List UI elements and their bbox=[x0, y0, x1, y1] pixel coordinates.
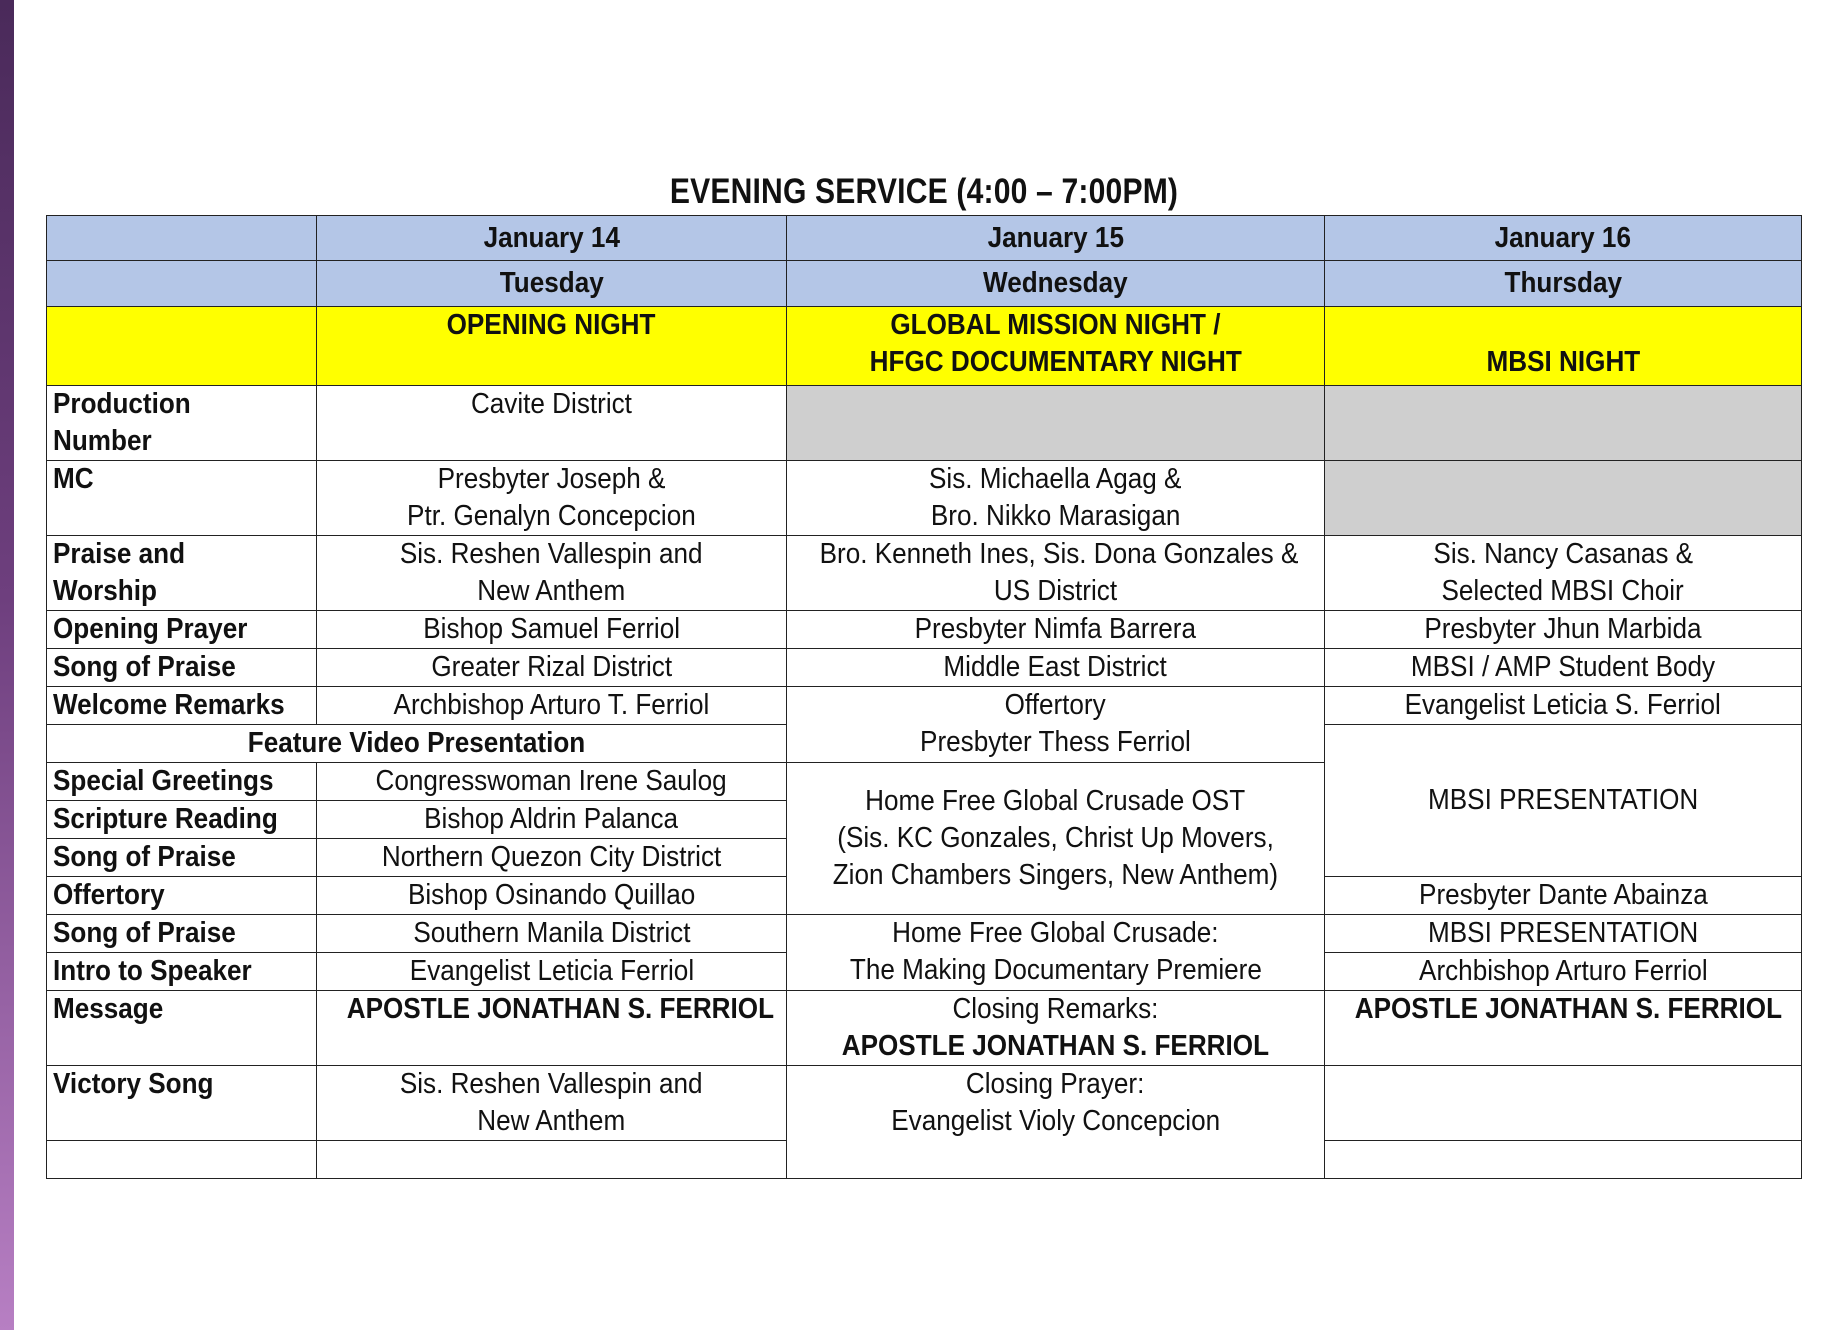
cell-jan15-production bbox=[787, 386, 1325, 461]
cell-jan14-welcome: Archbishop Arturo T. Ferriol bbox=[317, 687, 787, 725]
row-praise-worship bbox=[47, 536, 1802, 611]
cell-jan14-opening-prayer: Bishop Samuel Ferriol bbox=[317, 611, 787, 649]
label-praise-worship: Praise and Worship bbox=[47, 536, 317, 611]
theme-row bbox=[47, 307, 1802, 386]
cell-empty-label bbox=[47, 1141, 317, 1179]
row-welcome-remarks bbox=[47, 687, 1802, 725]
label-message: Message bbox=[47, 991, 317, 1066]
header-day-jan15: Wednesday bbox=[787, 261, 1325, 307]
header-day-jan14: Tuesday bbox=[317, 261, 787, 307]
label-mc: MC bbox=[47, 461, 317, 536]
cell-jan16-mbsi-presentation-2: MBSI PRESENTATION bbox=[1325, 915, 1802, 953]
header-blank bbox=[47, 216, 317, 261]
cell-jan15-offertory: Offertory Presbyter Thess Ferriol bbox=[787, 687, 1325, 763]
page-title: EVENING SERVICE (4:00 – 7:00PM) bbox=[669, 172, 1179, 211]
cell-jan15-documentary: Home Free Global Crusade: The Making Documentary Premiere bbox=[787, 915, 1325, 991]
cell-feature-video: Feature Video Presentation bbox=[47, 725, 787, 763]
cell-jan15-praise: Bro. Kenneth Ines, Sis. Dona Gonzales & US District bbox=[787, 536, 1325, 611]
label-production-number: Production Number bbox=[47, 386, 317, 461]
row-victory-song bbox=[47, 1066, 1802, 1141]
header-date-jan16: January 16 bbox=[1325, 216, 1802, 261]
label-song-of-praise: Song of Praise bbox=[47, 915, 317, 953]
cell-jan14-song-of-praise-3: Southern Manila District bbox=[317, 915, 787, 953]
header-day-jan16: Thursday bbox=[1325, 261, 1802, 307]
row-production-number bbox=[47, 386, 1802, 461]
theme-jan14: OPENING NIGHT bbox=[317, 307, 787, 386]
row-opening-prayer bbox=[47, 611, 1802, 649]
label-song-of-praise: Song of Praise bbox=[47, 839, 317, 877]
cell-jan15-opening-prayer: Presbyter Nimfa Barrera bbox=[787, 611, 1325, 649]
cell-jan16-mc bbox=[1325, 461, 1802, 536]
cell-jan14-production: Cavite District bbox=[317, 386, 787, 461]
theme-jan15: GLOBAL MISSION NIGHT / HFGC DOCUMENTARY NIGHT bbox=[787, 307, 1325, 386]
cell-jan15-song-of-praise: Middle East District bbox=[787, 649, 1325, 687]
theme-blank bbox=[47, 307, 317, 386]
cell-jan15-closing-remarks: Closing Remarks: APOSTLE JONATHAN S. FERRIOL bbox=[787, 991, 1325, 1066]
label-song-of-praise: Song of Praise bbox=[47, 649, 317, 687]
cell-empty-jan14 bbox=[317, 1141, 787, 1179]
cell-jan14-mc: Presbyter Joseph & Ptr. Genalyn Concepcion bbox=[317, 461, 787, 536]
cell-jan14-song-of-praise: Greater Rizal District bbox=[317, 649, 787, 687]
row-song-of-praise-3 bbox=[47, 915, 1802, 953]
cell-jan15-mc: Sis. Michaella Agag & Bro. Nikko Marasigan bbox=[787, 461, 1325, 536]
row-message bbox=[47, 991, 1802, 1066]
cell-jan14-praise: Sis. Reshen Vallespin and New Anthem bbox=[317, 536, 787, 611]
cell-jan14-victory-song: Sis. Reshen Vallespin and New Anthem bbox=[317, 1066, 787, 1141]
cell-jan14-message: APOSTLE JONATHAN S. FERRIOL bbox=[317, 991, 787, 1066]
header-date-jan14: January 14 bbox=[317, 216, 787, 261]
label-intro-speaker: Intro to Speaker bbox=[47, 953, 317, 991]
label-offertory: Offertory bbox=[47, 877, 317, 915]
cell-empty-jan16 bbox=[1325, 1141, 1802, 1179]
cell-jan16-message: APOSTLE JONATHAN S. FERRIOL bbox=[1325, 991, 1802, 1066]
cell-jan16-victory-song bbox=[1325, 1066, 1802, 1141]
row-mc bbox=[47, 461, 1802, 536]
theme-jan16: MBSI NIGHT bbox=[1325, 307, 1802, 386]
cell-jan16-offertory: Presbyter Dante Abainza bbox=[1325, 877, 1802, 915]
cell-jan16-production bbox=[1325, 386, 1802, 461]
cell-jan14-song-of-praise-2: Northern Quezon City District bbox=[317, 839, 787, 877]
cell-jan14-intro-speaker: Evangelist Leticia Ferriol bbox=[317, 953, 787, 991]
cell-jan16-song-of-praise: MBSI / AMP Student Body bbox=[1325, 649, 1802, 687]
cell-jan15-closing-prayer: Closing Prayer: Evangelist Violy Concepcion bbox=[787, 1066, 1325, 1179]
cell-jan14-special-greetings: Congresswoman Irene Saulog bbox=[317, 763, 787, 801]
header-row-dates bbox=[47, 216, 1802, 261]
label-welcome-remarks: Welcome Remarks bbox=[47, 687, 317, 725]
cell-jan15-ost: Home Free Global Crusade OST (Sis. KC Gonzales, Christ Up Movers, Zion Chambers Singers, New Anthem) bbox=[787, 763, 1325, 915]
header-date-jan15: January 15 bbox=[787, 216, 1325, 261]
cell-jan16-mbsi-presentation: MBSI PRESENTATION bbox=[1325, 725, 1802, 877]
header-blank bbox=[47, 261, 317, 307]
left-accent-bar bbox=[0, 0, 14, 1330]
header-row-days bbox=[47, 261, 1802, 307]
cell-jan16-opening-prayer: Presbyter Jhun Marbida bbox=[1325, 611, 1802, 649]
cell-jan16-intro-speaker: Archbishop Arturo Ferriol bbox=[1325, 953, 1802, 991]
cell-jan14-scripture: Bishop Aldrin Palanca bbox=[317, 801, 787, 839]
cell-jan14-offertory: Bishop Osinando Quillao bbox=[317, 877, 787, 915]
cell-jan16-praise: Sis. Nancy Casanas & Selected MBSI Choir bbox=[1325, 536, 1802, 611]
label-scripture-reading: Scripture Reading bbox=[47, 801, 317, 839]
label-special-greetings: Special Greetings bbox=[47, 763, 317, 801]
label-victory-song: Victory Song bbox=[47, 1066, 317, 1141]
schedule-table bbox=[46, 215, 1802, 1179]
cell-jan16-welcome: Evangelist Leticia S. Ferriol bbox=[1325, 687, 1802, 725]
row-song-of-praise-1 bbox=[47, 649, 1802, 687]
label-opening-prayer: Opening Prayer bbox=[47, 611, 317, 649]
